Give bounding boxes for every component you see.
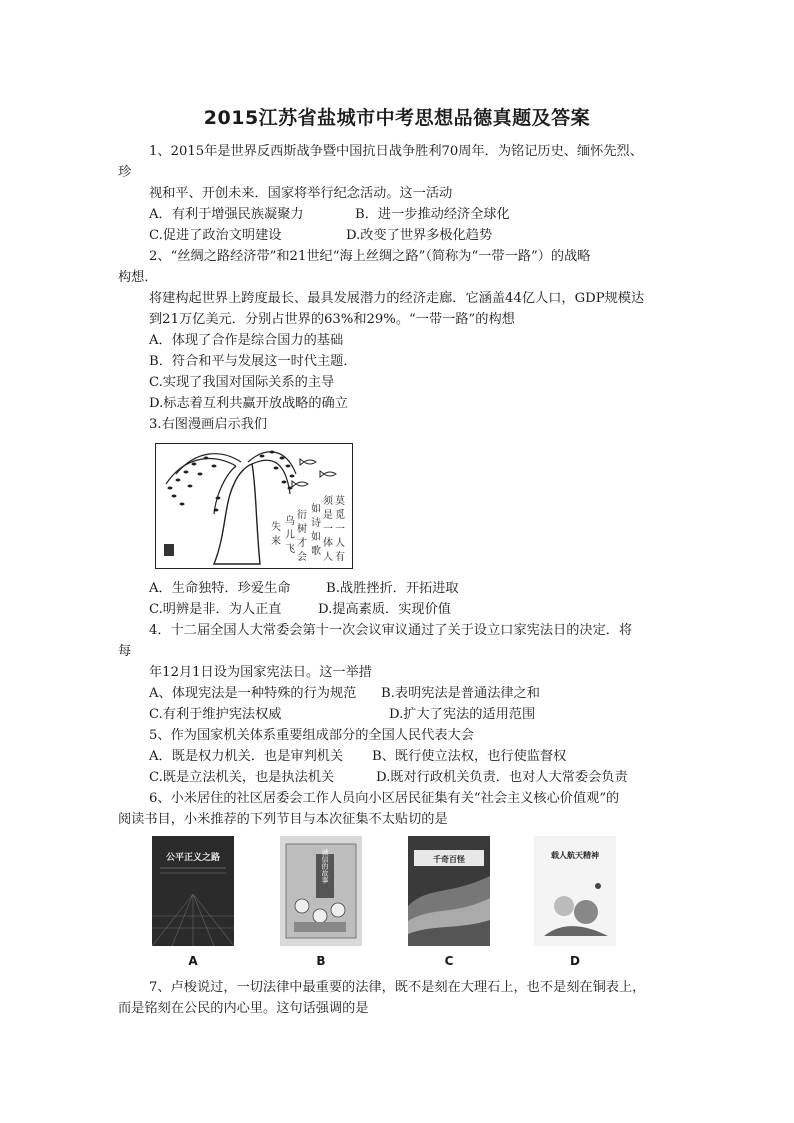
q6-stem-line1: 6、小米居住的社区居委会工作人员向小区居民征集有关“社会主义核心价值观”的 [149, 791, 620, 806]
cartoon-char: 觅 [335, 510, 345, 521]
cartoon-char: 有 [335, 552, 345, 563]
cartoon-char: 会 [297, 552, 307, 563]
q3-option-d: D.提高素质．实现价值 [318, 602, 451, 617]
cover-d-art [534, 836, 616, 946]
q5-option-b: B、既行使立法权，也行使监督权 [372, 749, 567, 764]
q7-stem-line1: 7、卢梭说过，一切法律中最重要的法律，既不是刻在大理石上，也不是刻在铜表上， [149, 980, 646, 995]
q1-option-b: B．进一步推动经济全球化 [355, 207, 510, 222]
cartoon-char: 飞 [285, 544, 295, 555]
cartoon-char: 是 [323, 510, 333, 521]
cover-c-art [408, 836, 490, 946]
cartoon-char: 乌 [285, 516, 295, 527]
q3-stem-line1: 3.右图漫画启示我们 [149, 417, 268, 432]
q4-option-c: C.有利于维护宪法权威 [149, 707, 282, 722]
q4-option-a: A、体现宪法是一种特殊的行为规范 [149, 686, 357, 701]
q6-stem-line2: 阅读书目，小米推荐的下列节目与本次征集不太贴切的是 [118, 812, 448, 827]
q5-stem-line1: 5、作为国家机关体系重要组成部分的全国人民代表大会 [149, 728, 474, 743]
q2-stem-line1b: 构想． [118, 270, 158, 285]
cartoon-char: 一 [335, 524, 345, 535]
cover-a-art [152, 836, 234, 946]
q5-option-a: A．既是权力机关．也是审判机关 [149, 749, 344, 764]
q5-option-c: C.既是立法机关，也是执法机关 [149, 770, 335, 785]
q5-option-d: D.既对行政机关负责．也对人大常委会负责 [376, 770, 628, 785]
cartoon-char: 一 [323, 524, 333, 535]
cartoon-char: 人 [323, 552, 333, 563]
q1-option-a: A．有利于增强民族凝聚力 [149, 207, 304, 222]
cartoon-char: 诗 [311, 518, 321, 529]
q1-stem-line1b: 珍 [118, 165, 132, 180]
cartoon-char: 失 [271, 522, 281, 533]
q4-stem-line1b: 每 [118, 644, 132, 659]
cover-d-title: 载人航天精神 [551, 851, 599, 860]
cartoon-char: 须 [323, 496, 333, 507]
q3-option-c: C.明辨是非．为人正直 [149, 602, 282, 617]
cartoon-char: 衍 [297, 510, 307, 521]
willow-tree-drawing [156, 444, 352, 568]
cover-d-label: D [570, 954, 580, 968]
q4-option-b: B.表明宪法是普通法律之和 [381, 686, 540, 701]
book-cover-c [408, 836, 490, 946]
book-cover-d [534, 836, 616, 946]
cartoon-char: 歌 [311, 546, 321, 557]
cartoon-char: 树 [297, 524, 307, 535]
cartoon-char: 来 [271, 536, 281, 547]
page-title: 2015江苏省盐城市中考思想品德真题及答案 [203, 107, 591, 129]
q2-option-b: B．符合和平与发展这一时代主题． [149, 354, 357, 369]
cartoon-char: 莫 [335, 496, 345, 507]
q3-option-b: B.战胜挫折．开拓进取 [326, 581, 459, 596]
q4-option-d: D.扩大了宪法的适用范围 [389, 707, 536, 722]
cartoon-char: 如 [311, 504, 321, 515]
cartoon-char: 人 [335, 538, 345, 549]
q2-option-c: C.实现了我国对国际关系的主导 [149, 375, 335, 390]
q4-stem-line2: 年12月1日设为国家宪法日。这一举措 [149, 665, 372, 680]
book-covers [150, 836, 620, 966]
cartoon-char: 体 [323, 538, 333, 549]
cartoon-char: 才 [297, 538, 307, 549]
q1-stem-line2: 视和平、开创未来．国家将举行纪念活动。这一活动 [149, 186, 453, 201]
q2-stem-line2: 将建构起世界上跨度最长、最具发展潜力的经济走廊．它涵盖44亿人口，GDP规模达 [149, 291, 645, 306]
cartoon-char: 儿 [285, 530, 295, 541]
cover-b-art [280, 836, 362, 946]
cover-a-label: A [188, 954, 198, 968]
q3-option-a: A．生命独特．珍爱生命 [149, 581, 291, 596]
book-cover-b [280, 836, 362, 946]
cartoon-image [155, 443, 353, 569]
q2-stem-line3: 到21万亿美元．分别占世界的63%和29%。“一带一路”的构想 [149, 312, 515, 327]
q1-stem-line1: 1、2015年是世界反西斯战争暨中国抗日战争胜利70周年．为铭记历史、缅怀先烈、 [149, 144, 643, 159]
q1-option-c: C.促进了政治文明建设 [149, 228, 282, 243]
cover-c-title: 千奇百怪 [433, 855, 465, 864]
q2-stem-line1: 2、“丝绸之路经济带”和21世纪“海上丝绸之路”（简称为“一带一路”）的战略 [149, 249, 591, 264]
cover-c-label: C [444, 954, 454, 968]
q1-option-d: D.改变了世界多极化趋势 [346, 228, 493, 243]
book-cover-a [152, 836, 234, 946]
q2-option-a: A．体现了合作是综合国力的基础 [149, 333, 344, 348]
cartoon-char: 如 [311, 532, 321, 543]
cover-b-label: B [316, 954, 326, 968]
cover-a-title: 公平正义之路 [165, 853, 221, 863]
q2-option-d: D.标志着互利共赢开放战略的确立 [149, 396, 348, 411]
cover-b-title: 诚信的故事 [321, 848, 329, 884]
q4-stem-line1: 4．十二届全国人大常委会第十一次会议审议通过了关于设立口家宪法日的决定．将 [149, 623, 633, 638]
q7-stem-line2: 而是铭刻在公民的内心里。这句话强调的是 [118, 1001, 369, 1016]
